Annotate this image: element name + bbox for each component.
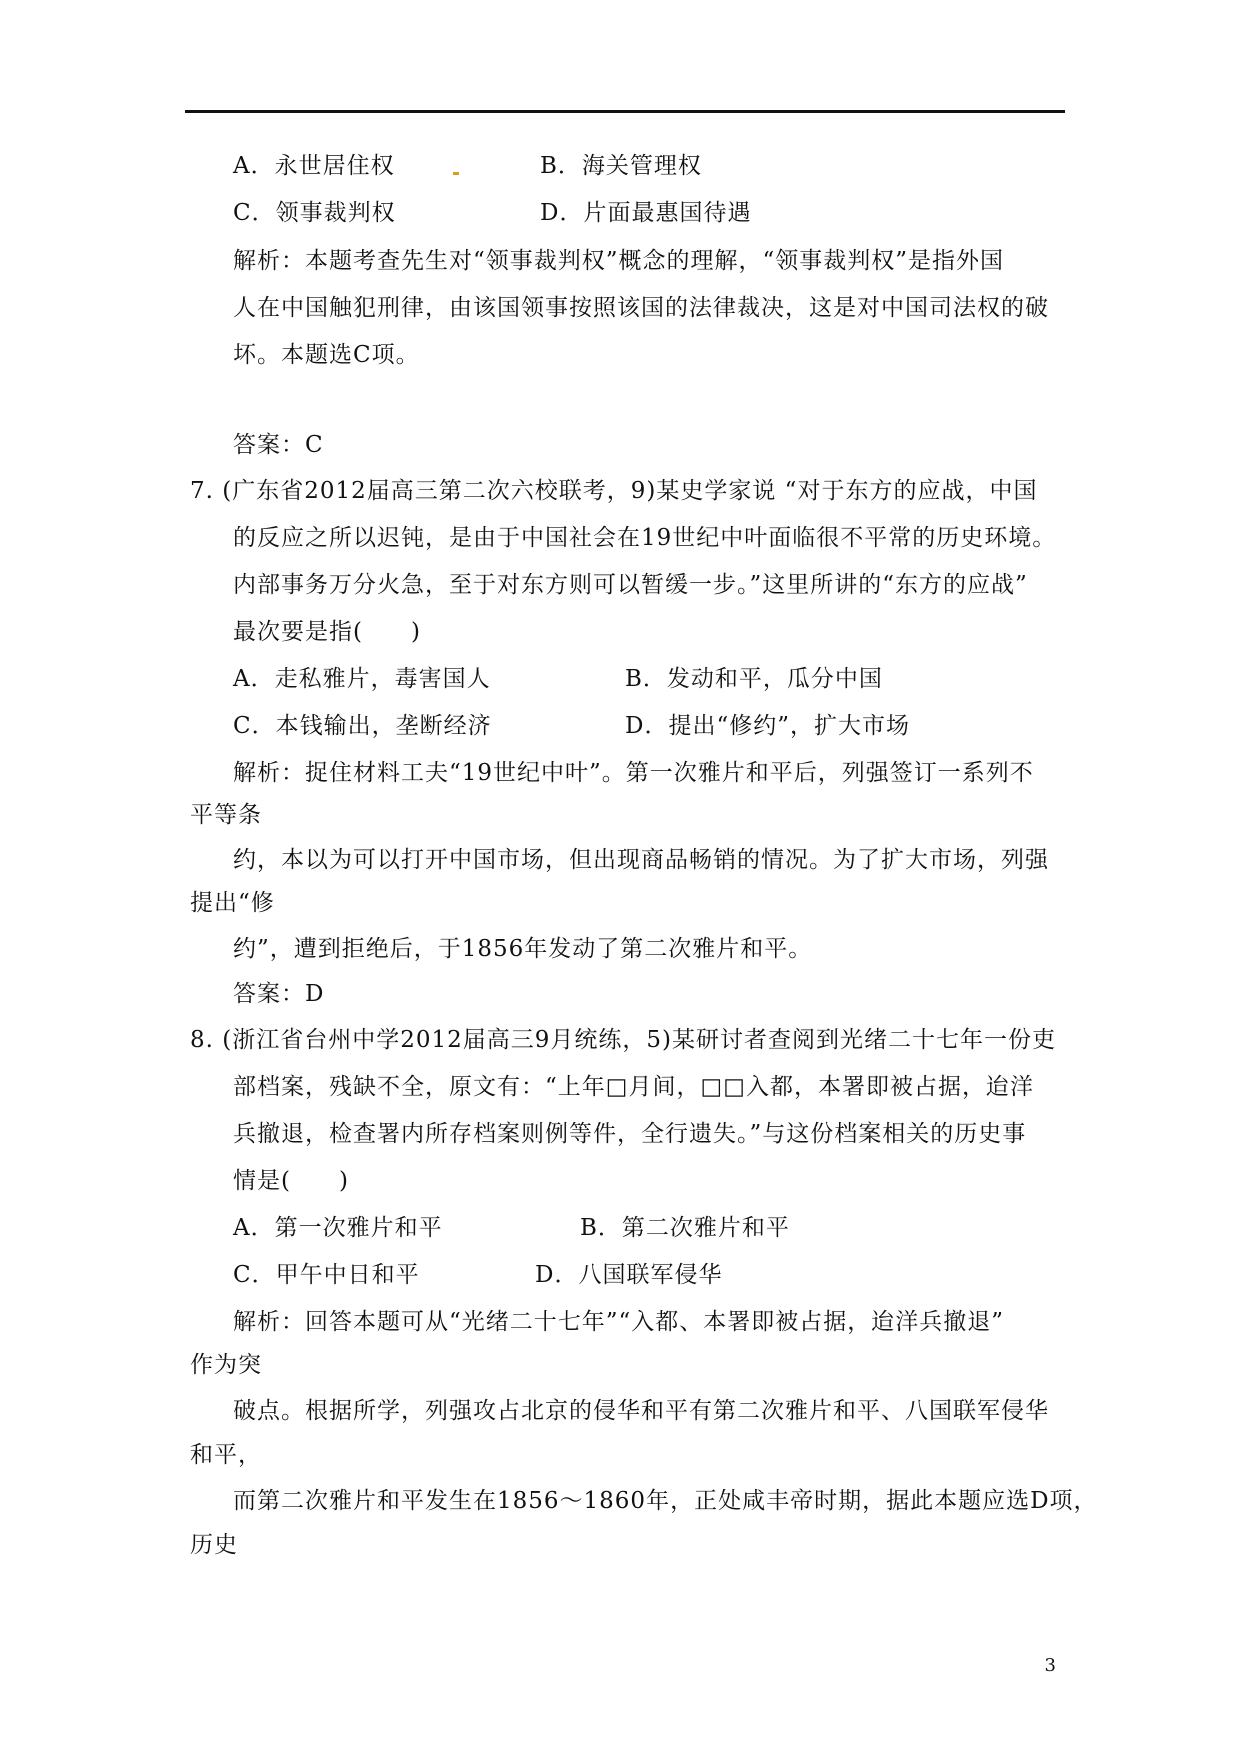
q8-analysis-line: 历史 [190, 1532, 238, 1558]
q8-stem-line: 8. (浙江省台州中学2012届高三9月统练，5)某研讨者查阅到光绪二十七年一份吏 [190, 1027, 1057, 1053]
q7-stem-line: 内部事务万分火急，至于对东方则可以暂缓一步。”这里所讲的“东方的应战” [233, 572, 1028, 598]
q8-option-b: B．第二次雅片和平 [580, 1215, 790, 1241]
q8-option-d: D．八国联军侵华 [535, 1262, 723, 1288]
q7-stem-line: 的反应之所以迟钝，是由于中国社会在19世纪中叶面临很不平常的历史环境。 [233, 525, 1057, 551]
q8-option-c: C．甲午中日和平 [233, 1262, 420, 1288]
q6-option-c: C．领事裁判权 [233, 200, 396, 226]
q6-option-d: D．片面最惠国待遇 [540, 200, 752, 226]
q7-stem-line: 7. (广东省2012届高三第二次六校联考，9)某史学家说 “对于东方的应战，中国 [190, 478, 1038, 504]
q6-answer: 答案：C [233, 432, 324, 458]
q7-option-c: C．本钱输出，垄断经济 [233, 713, 492, 739]
q7-analysis-line: 约，本以为可以打开中国市场，但出现商品畅销的情况。为了扩大市场，列强 [233, 847, 1049, 873]
q6-analysis-line: 人在中国触犯刑律，由该国领事按照该国的法律裁决，这是对中国司法权的破 [233, 295, 1049, 321]
q7-option-b: B．发动和平，瓜分中国 [625, 666, 883, 692]
q8-analysis-line: 解析：回答本题可从“光绪二十七年”“入都、本署即被占据，迨洋兵撤退” [233, 1309, 1005, 1335]
q7-analysis-line: 平等条 [190, 802, 262, 828]
q7-option-d: D．提出“修约”，扩大市场 [625, 713, 910, 739]
q6-option-b: B．海关管理权 [540, 153, 702, 179]
q8-stem-line: 部档案，残缺不全，原文有：“上年□月间，□□入都，本署即被占据，迨洋 [233, 1074, 1034, 1100]
q8-stem-line: 兵撤退，检查署内所存档案则例等件，全行遗失。”与这份档案相关的历史事 [233, 1121, 1027, 1147]
q7-analysis-line: 解析：捉住材料工夫“19世纪中叶”。第一次雅片和平后，列强签订一系列不 [233, 760, 1034, 786]
q7-analysis-line: 约”，遭到拒绝后，于1856年发动了第二次雅片和平。 [233, 936, 813, 962]
q8-analysis-line: 而第二次雅片和平发生在1856～1860年，正处咸丰帝时期，据此本题应选D项， [233, 1488, 1098, 1514]
q8-option-a: A．第一次雅片和平 [233, 1215, 443, 1241]
q8-analysis-line: 破点。根据所学，列强攻占北京的侵华和平有第二次雅片和平、八国联军侵华 [233, 1398, 1049, 1424]
q8-analysis-line: 作为突 [190, 1352, 262, 1378]
q8-analysis-line: 和平， [190, 1442, 262, 1468]
q7-analysis-line: 提出“修 [190, 890, 275, 916]
q8-stem-line: 情是( ) [233, 1168, 349, 1194]
q7-stem-line: 最次要是指( ) [233, 619, 421, 645]
q6-analysis-line: 坏。本题选C项。 [233, 342, 420, 368]
decorative-dot [453, 172, 459, 175]
header-rule [185, 110, 1065, 113]
page-number: 3 [1044, 1655, 1056, 1676]
q7-answer: 答案：D [233, 981, 325, 1007]
q6-option-a: A．永世居住权 [233, 153, 395, 179]
q7-option-a: A．走私雅片，毒害国人 [233, 666, 491, 692]
q6-analysis-line: 解析：本题考查先生对“领事裁判权”概念的理解，“领事裁判权”是指外国 [233, 248, 1005, 274]
